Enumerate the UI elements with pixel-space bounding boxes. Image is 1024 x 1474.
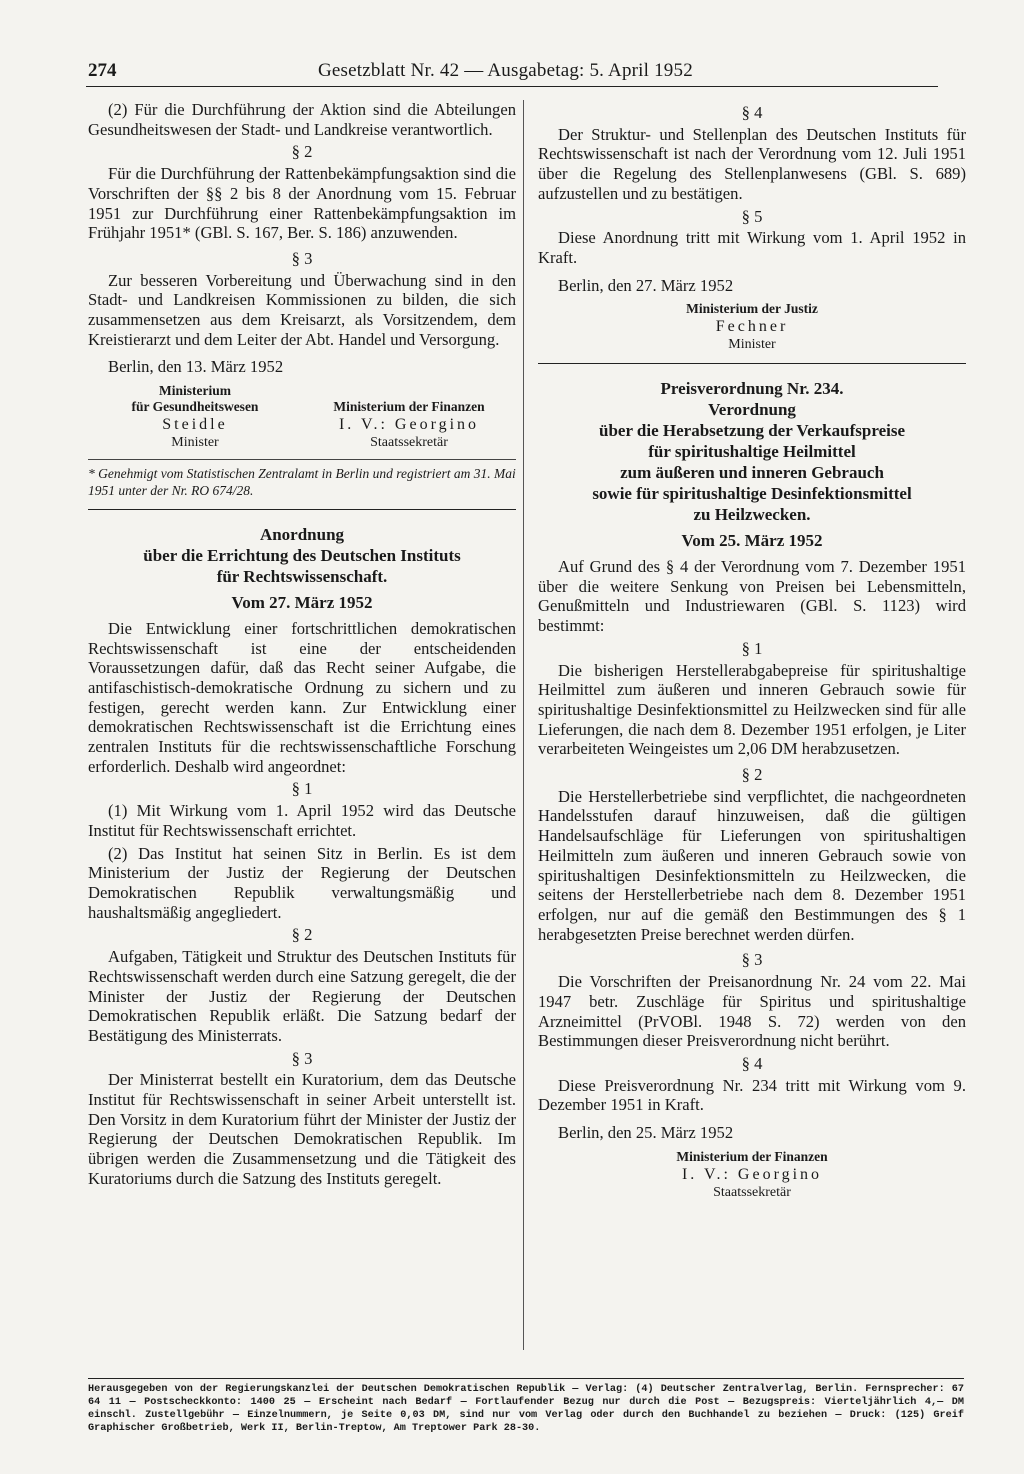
running-head: Gesetzblatt Nr. 42 — Ausgabetag: 5. April 1952 bbox=[318, 60, 693, 81]
signature-org: für Gesundheitswesen bbox=[131, 399, 259, 415]
section-separator bbox=[538, 363, 966, 364]
signature-title: Minister bbox=[171, 435, 219, 451]
imprint: Herausgegeben von der Regierungskanzlei der Deutschen Demokratischen Republik — Verlag: (4) Deutscher Zentralverlag, Berlin. Fernsprecher: 67 64 11 — Postscheckkonto: 1400 25 — Erscheint nach Bedarf — Fortlaufender Bezug nur durch die Post — Bezugspreis: Vierteljährlich 4,— DM einschl. Zustellgebühr — Einzelnummern, je Seite 0,03 DM, sind nur vom Verlag oder durch den Buchhandel zu beziehen — Druck: (125) Greif Graphischer Großbetrieb, Werk II, Berlin-Treptow, Am Treptower Park 28-30. bbox=[88, 1378, 964, 1435]
signature-title: Staatssekretär bbox=[713, 1184, 791, 1200]
paragraph: Die Entwicklung einer fortschrittlichen demokratischen Rechtswissenschaft ist eine der entscheidenden Voraussetzungen dafür, daß das Recht seiner Aufgabe, die antifaschistisch-demokratische Ordnung zu sichern und zu festigen, gerecht werden kann. Zur Entwicklung einer demokratischen Rechtswissenschaft ist die Errichtung eines zentralen Instituts für die rechtswissenschaftliche Forschung erforderlich. Deshalb wird angeordnet: bbox=[88, 618, 516, 776]
section-heading: § 3 bbox=[291, 248, 313, 268]
right-column bbox=[538, 100, 966, 1201]
section-heading: § 1 bbox=[741, 638, 763, 658]
paragraph: Für die Durchführung der Rattenbekämpfungsaktion sind die Vorschriften der §§ 2 bis 8 der Anordnung vom 15. Februar 1951 zur Durchführung einer Rattenbekämpfungsaktion im Frühjahr 1951* (GBl. S. 167, Ber. S. 186) anzuwenden. bbox=[88, 164, 516, 243]
header-rule bbox=[86, 86, 938, 87]
paragraph: Die bisherigen Herstellerabgabepreise für spiritushaltige Heilmittel zum äußeren und inneren Gebrauch sowie für spiritushaltige Desinfektionsmittel zu Heilzwecken sind für alle Lieferungen, die nach dem 8. Dezember 1951 erfolgen, je Liter verarbeiteten Weingeistes um 2,06 DM herabzusetzen. bbox=[538, 660, 966, 759]
section-heading: § 5 bbox=[741, 206, 763, 226]
place-date: Berlin, den 27. März 1952 bbox=[558, 275, 734, 295]
section-heading: § 4 bbox=[741, 1053, 763, 1073]
decree-title bbox=[88, 524, 516, 587]
paragraph: Zur besseren Vorbereitung und Überwachung sind in den Stadt- und Landkreisen Kommissionen zu bilden, die sich zusammensetzen aus dem Kreisarzt, als Vorsitzendem, dem Kreistierarzt und dem Leiter der Abt. Handel und Versorgung. bbox=[88, 270, 516, 349]
title-line: zu Heilzwecken. bbox=[693, 505, 811, 525]
signature-name: Fechner bbox=[715, 318, 789, 336]
section-heading: § 1 bbox=[291, 779, 313, 799]
left-column bbox=[88, 100, 516, 1192]
column-divider bbox=[523, 100, 524, 1350]
decree-date: Vom 27. März 1952 bbox=[231, 593, 373, 613]
paragraph: Auf Grund des § 4 der Verordnung vom 7. Dezember 1951 über die weitere Senkung von Preisen bei Lebensmitteln, Genußmitteln und Industriewaren (GBl. S. 1123) wird bestimmt: bbox=[538, 557, 966, 636]
signature-org: Ministerium der Finanzen bbox=[333, 399, 485, 415]
paragraph: Diese Preisverordnung Nr. 234 tritt mit Wirkung vom 9. Dezember 1951 in Kraft. bbox=[538, 1075, 966, 1115]
decree-date: Vom 25. März 1952 bbox=[681, 531, 823, 551]
signature-org: Ministerium der Finanzen bbox=[676, 1148, 828, 1164]
paragraph: Die Vorschriften der Preisanordnung Nr. 24 vom 22. Mai 1947 betr. Zuschläge für Spiritus und spiritushaltige Arzneimittel (PrVOBl. 1948 S. 72) werden von den Bestimmungen dieser Preisverordnung nicht berührt. bbox=[538, 972, 966, 1051]
section-heading: § 2 bbox=[741, 765, 763, 785]
title-line: für Rechtswissenschaft. bbox=[216, 567, 388, 587]
paragraph: Diese Anordnung tritt mit Wirkung vom 1. April 1952 in Kraft. bbox=[538, 228, 966, 267]
signature-title: Minister bbox=[728, 337, 776, 353]
title-line: zum äußeren und inneren Gebrauch bbox=[620, 463, 884, 483]
signature-block bbox=[88, 383, 302, 451]
title-line: für spiritushaltige Heilmittel bbox=[648, 442, 856, 462]
title-line: über die Errichtung des Deutschen Instituts bbox=[143, 546, 461, 566]
paragraph: (2) Das Institut hat seinen Sitz in Berlin. Es ist dem Ministerium der Justiz der Regierung der Deutschen Demokratischen Republik verwaltungsmäßig und haushaltsmäßig angegliedert. bbox=[88, 843, 516, 922]
title-line: über die Herabsetzung der Verkaufspreise bbox=[598, 421, 905, 441]
signature-org: Ministerium bbox=[159, 383, 231, 399]
paragraph: (1) Mit Wirkung vom 1. April 1952 wird das Deutsche Institut für Rechtswissenschaft errichtet. bbox=[88, 801, 516, 840]
signature-name: Steidle bbox=[162, 416, 228, 434]
title-line: Preisverordnung Nr. 234. bbox=[660, 379, 844, 399]
paragraph: Die Herstellerbetriebe sind verpflichtet, die nachgeordneten Handelsstufen darauf hinzuweisen, daß die gültigen Handelsaufschläge für Lieferungen von spiritushaltigen Heilmitteln zum äußeren und inneren Gebrauch sowie von spiritushaltigen Desinfektionsmitteln zu Heilzwecken, die seitens der Herstellerbetriebe nach dem 8. Dezember 1951 erfolgen, nur auf die gemäß den Bestimmungen des § 1 herabgesetzten Preise berechnet werden dürfen. bbox=[538, 786, 966, 944]
section-separator bbox=[88, 509, 516, 510]
signature-block bbox=[302, 383, 516, 451]
page-number: 274 bbox=[88, 60, 117, 81]
place-date: Berlin, den 25. März 1952 bbox=[558, 1123, 734, 1143]
paragraph: (2) Für die Durchführung der Aktion sind die Abteilungen Gesundheitswesen der Stadt- und Landkreise verantwortlich. bbox=[88, 100, 516, 139]
signature-row bbox=[88, 383, 516, 451]
paragraph: Aufgaben, Tätigkeit und Struktur des Deutschen Instituts für Rechtswissenschaft werden durch eine Satzung geregelt, die der Minister der Justiz der Regierung der Deutschen Demokratischen Republik erläßt. Die Satzung bedarf der Bestätigung des Ministerrats. bbox=[88, 947, 516, 1045]
signature-block bbox=[538, 301, 966, 353]
section-heading: § 2 bbox=[291, 142, 313, 162]
decree-title bbox=[538, 378, 966, 525]
section-heading: § 4 bbox=[741, 103, 763, 122]
signature-title: Staatssekretär bbox=[370, 435, 448, 451]
title-line: Anordnung bbox=[259, 525, 345, 545]
section-heading: § 3 bbox=[291, 1048, 313, 1068]
section-heading: § 3 bbox=[741, 950, 763, 970]
place-date: Berlin, den 13. März 1952 bbox=[108, 357, 284, 377]
signature-name: I. V.: Georgino bbox=[338, 416, 480, 434]
paragraph: Der Ministerrat bestellt ein Kuratorium, dem das Deutsche Institut für Rechtswissenschaft in seiner Arbeit unterstellt ist. Den Vorsitz in dem Kuratorium führt der Minister der Justiz der Regierung der Deutschen Demokratischen Republik. Im übrigen werden die Zusammensetzung und die Tätigkeit des Kuratoriums durch die Satzung des Instituts geregelt. bbox=[88, 1070, 516, 1188]
footnote: * Genehmigt vom Statistischen Zentralamt in Berlin und registriert am 31. Mai 1951 unter der Nr. RO 674/28. bbox=[88, 459, 516, 499]
title-line: Verordnung bbox=[708, 400, 796, 420]
signature-name: I. V.: Georgino bbox=[681, 1165, 823, 1183]
section-heading: § 2 bbox=[291, 925, 313, 945]
signature-block bbox=[538, 1149, 966, 1201]
title-line: sowie für spiritushaltige Desinfektionsmittel bbox=[592, 484, 912, 504]
paragraph: Der Struktur- und Stellenplan des Deutschen Instituts für Rechtswissenschaft ist nach der Verordnung vom 12. Juli 1951 über die Regelung des Stellenplanwesens (GBl. S. 689) aufzustellen und zu bestätigen. bbox=[538, 124, 966, 203]
signature-org: Ministerium der Justiz bbox=[686, 301, 818, 317]
